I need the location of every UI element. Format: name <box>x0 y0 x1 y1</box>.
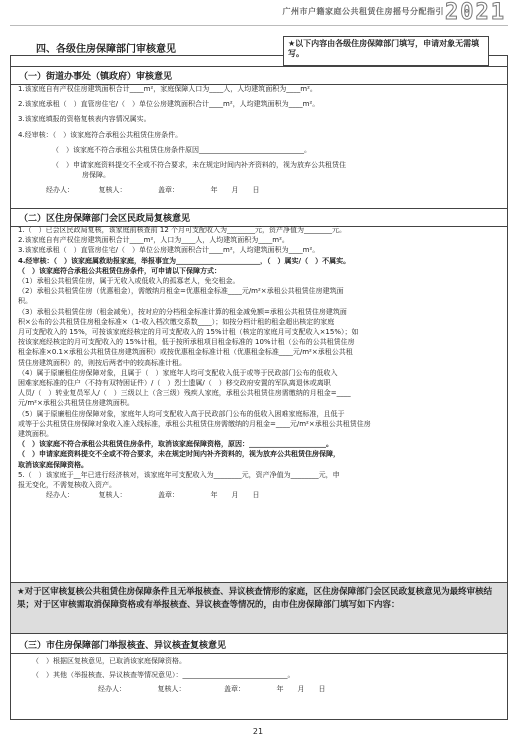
part1-body <box>18 84 502 196</box>
part3-body <box>18 656 502 695</box>
part2-line: 人员/（ ）转业复员军人/（ ）三级以上（含三级）残疾人家庭，承租公共租赁住房需缴纳的月租金=____ <box>18 389 351 398</box>
part2-title: （二）区住房保障部门会区民政局复核意见 <box>11 208 507 227</box>
page-number: 21 <box>252 727 264 736</box>
part2-line: （4）属于原廉租住房保障对象，且属于（ ）家庭年人均可支配收入低于或等于民政部门公布的低收入 <box>18 368 338 377</box>
part2-line: （1）承租公共租赁住房，属于无收入或低收入的孤寡老人，免交租金。 <box>18 277 240 286</box>
part1-line: 2.该家庭承租（ ）直管房住宅/（ ）单位公房建筑面积合计____m²，人均建筑面积为____m²。 <box>18 100 320 109</box>
part2-line: 元/m²×承租公共租赁住房建筑面积。 <box>18 399 134 408</box>
part2-line: （2）承租公共租赁住房（优惠租金），需缴纳月租金=优惠租金标准____元/m²×承租公共租赁住房建筑面 <box>18 287 344 296</box>
part2-line: （ ）该家庭不符合承租公共租赁住房条件，取消该家庭保障资格，原因：______________________。 <box>18 440 333 449</box>
part2-line: 积×公布的公共租赁住房租金标准×（1-收入档次缴交系数____）；如按分档计租的租金超出核定的家庭 <box>18 317 335 326</box>
final-result-note: ★对于区审核复核公共租赁住房保障条件且无举报核查、异议核查情形的家庭，区住房保障部门会区民政复核意见为最终审核结果；对于区审核需取消保障资格或有举报核查、异议核查等情况的，由市住房保障部门填写如下内容： <box>11 582 507 634</box>
part2-line: 困难家庭标准的住户（不持有双特困证件）/（ ）烈士遗属/（ ）移交政府安置的军队离退休或离职 <box>18 379 331 388</box>
part2-line: 1.（ ）已会区民政局复核，该家庭前核查前 12 个月可支配收入为________元，资产净值为________元。 <box>18 226 347 234</box>
part2-line: 建筑面积。 <box>18 430 53 439</box>
part2-line: 或等于公共租赁住房保障对象收入准入线标准，承租公共租赁住房需缴纳的月租金=____元/m²×承租公共租赁住房 <box>18 419 371 428</box>
part3-line: （ ）其他（举报核查、异议核查等情况意见）：______________________________。 <box>32 671 295 680</box>
part2-line: 4.经审核：（ ）该家庭属救助报家庭，举报事宜为________________________，（ ）属实/（ ）不属实。 <box>18 256 351 265</box>
part1-line: （ ）该家庭不符合承租公共租赁住房条件原因______________________________。 <box>52 145 311 154</box>
part1-line: 房保障。 <box>82 171 110 180</box>
part2-line: （ ）该家庭符合承租公共租赁住房条件，可申请以下保障方式： <box>18 266 221 275</box>
part2-line: （ ）申请家庭资料提交不全或不符合要求，未在规定时间内补齐资料的，视为放弃公共租赁住房保障， <box>18 450 340 459</box>
part1-title: （一）街道办事处（镇政府）审核意见 <box>11 66 507 85</box>
part1-line: 1.该家庭自有产权住房建筑面积合计____m²，家庭保障人口为____人，人均建筑面积为____m²。 <box>18 85 317 93</box>
part1-line: 3.该家庭填报的资格复核表内容情况属实。 <box>18 115 151 124</box>
header-year: 2021 <box>445 0 506 25</box>
part2-line: 3.该家庭承租（ ）直管房住宅/（ ）单位公房建筑面积合计____m²，人均建筑面积为____m²。 <box>18 246 320 255</box>
header-rule <box>10 25 508 26</box>
part2-line: 积。 <box>18 297 32 306</box>
part1-signature: 经办人： 复核人： 盖章： 年 月 日 <box>46 186 260 195</box>
part3-title: （三）市住房保障部门举报核查、异议核查复核意见 <box>11 636 507 654</box>
part2-line: 租金标准×0.1×承租公共租赁住房建筑面积）或按优惠租金标准计租（优惠租金标准____元/m²×承租公共租 <box>18 348 353 357</box>
section-title: 四、各级住房保障部门审核意见 <box>36 44 176 55</box>
part2-signature: 经办人： 复核人： 盖章： 年 月 日 <box>46 491 260 500</box>
part1-line: （ ）申请家庭资料提交不全或不符合要求，未在规定时间内补齐资料的，视为放弃公共租赁住 <box>52 161 346 170</box>
part2-line: 2.该家庭自有产权住房建筑面积合计____m²，人口为____人，人均建筑面积为____m²。 <box>18 236 289 245</box>
part2-line: 赁住房建筑面积）的，则按后两者中的较高标准计租。 <box>18 358 186 367</box>
part2-line: 5.（ ）该家庭于__年已进行经济核对，该家庭年可支配收入为________元，资产净值为________元，申 <box>18 470 340 479</box>
part3-line: （ ）根据区复核意见，已取消该家庭保障资格。 <box>32 657 186 665</box>
part2-line: 报无变化，不需复核收入资产。 <box>18 481 116 490</box>
part2-line: 取消该家庭保障资格。 <box>18 460 88 469</box>
part1-line: 4.经审核：（ ）该家庭符合承租公共租赁住房条件。 <box>18 130 183 139</box>
part2-line: 按该家庭经核定的月可支配收入的 15%计租，低于按所承租项目租金标准的 10%计租（公布的公共租赁住房 <box>18 338 355 347</box>
part3-signature: 经办人： 复核人： 盖章： 年 月 日 <box>98 685 326 694</box>
part2-line: 月可支配收入的 15%，可按该家庭经核定的月可支配收入的 15%计租（核定的家庭月可支配收入×15%）；如 <box>18 328 359 337</box>
header-title: 广州市户籍家庭公共租赁住房摇号分配指引 <box>282 7 444 16</box>
part2-body <box>18 225 502 500</box>
part2-line: （3）承租公共租赁住房（租金减免），按对应的分档租金标准计算的租金减免额=承租公共租赁住房建筑面 <box>18 307 347 316</box>
part2-line: （5）属于原廉租住房保障对象，家庭年人均可支配收入高于民政部门公布的低收入困难家庭标准，且低于 <box>18 409 345 418</box>
notice-box: ★以下内容由各级住房保障部门填写，申请对象无需填写。 <box>283 36 489 66</box>
